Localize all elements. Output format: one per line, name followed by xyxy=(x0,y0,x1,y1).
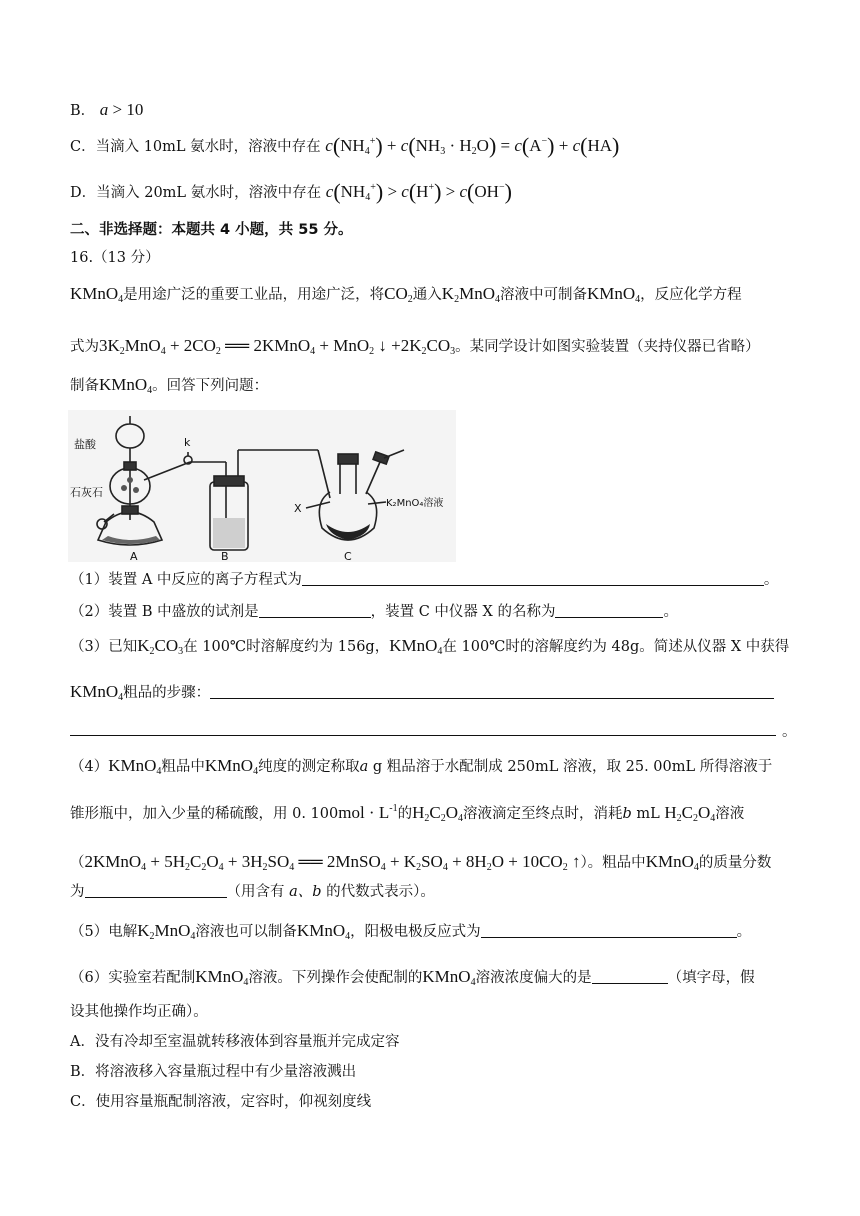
intro-text-1a: 是用途广泛的重要工业品，用途广泛，将 xyxy=(123,287,385,303)
intro-text-3b: 。回答下列问题： xyxy=(152,378,269,394)
intro-line-1 xyxy=(70,284,742,305)
intro-text-1c: 溶液中可制备 xyxy=(499,287,587,303)
part-6-text-b: 溶液。下列操作会使配制的 xyxy=(248,970,423,986)
part-4-text-l: 为 xyxy=(70,884,85,900)
formula-kmno4: KMnO$_4$ xyxy=(70,682,124,703)
part-4-text-m: （用含有 xyxy=(226,884,290,900)
label-apparatus-c: C xyxy=(344,550,352,562)
part-5-text-c: ，阳极电极反应式为 xyxy=(350,924,481,940)
main-reaction-equation: $3K_2MnO_4 + 2CO_2$ ══ 2KMnO$_4$ + MnO$_2$ ↓ $+2K_2CO_3$ xyxy=(99,336,456,357)
part-4-text-g: 溶液滴定至终点时，消耗 xyxy=(462,806,623,822)
option-b xyxy=(70,100,143,121)
part-2-end: 。 xyxy=(663,604,678,620)
part-3-answer-blank[interactable] xyxy=(210,684,774,699)
section-heading: 二、非选择题：本题共 4 小题，共 55 分。 xyxy=(70,222,353,238)
part-3-text-d: 粗品的步骤： xyxy=(123,685,211,701)
part-3-line-2 xyxy=(70,682,774,703)
intro-text-2b: 。某同学设计如图实验装置（夹持仪器已省略） xyxy=(455,339,760,355)
part-3-text-b: 在 100℃时溶解度约为 156g， xyxy=(183,639,390,655)
part-2-reagent-blank[interactable] xyxy=(259,603,371,618)
formula-k2mno4: $K_2MnO_4$ xyxy=(137,921,196,942)
option-d-inequality: $c(NH_4^+) > c(H^+) > c(OH^-)$ xyxy=(325,179,512,204)
part-3-answer-blank-2[interactable] xyxy=(70,735,776,736)
part-4-text-b: 粗品中 xyxy=(161,759,205,775)
variable-a: a xyxy=(359,759,369,775)
part-4-line-4 xyxy=(70,882,435,902)
formula-h2c2o4: $H_2C_2O_4$ xyxy=(412,803,463,824)
label-stopcock-k: k xyxy=(184,436,191,449)
variables-ab: a、b xyxy=(289,884,322,900)
option-c-text: C．当滴入 10mL 氨水时，溶液中存在 xyxy=(70,139,321,155)
part-4-text-d: g 粗品溶于水配制成 250mL 溶液，取 25. 00mL 所得溶液于 xyxy=(368,759,773,775)
part-3-end: 。 xyxy=(782,724,797,740)
unit-text: mol · L xyxy=(338,803,390,822)
part-4-text-k: 的质量分数 xyxy=(698,855,772,871)
intro-text-1d: ，反应化学方程 xyxy=(640,287,742,303)
part-4-text-o: 的代数式表示）。 xyxy=(321,884,435,900)
part-4-text-e: 锥形瓶中，加入少量的稀硫酸，用 0. 100 xyxy=(70,806,339,822)
option-b-expression: a xyxy=(99,100,109,119)
part-4-text-c: 纯度的测定称取 xyxy=(258,759,360,775)
choice-c: C．使用容量瓶配制溶液，定容时，仰视刻度线 xyxy=(70,1094,372,1110)
part-2-text-b: ，装置 C 中仪器 X 的名称为 xyxy=(370,604,556,620)
part-2 xyxy=(70,602,678,622)
titration-equation: 2KMnO$_4$ + $5H_2C_2O_4 + 3H_2SO_4$ ══ 2MnSO$_4$ + $K_2SO_4 + 8H_2O + 10CO_2$ ↑ xyxy=(84,852,581,873)
formula-k2co3: $K_2CO_3$ xyxy=(137,636,184,657)
part-2-instrument-blank[interactable] xyxy=(555,603,663,618)
part-3-line-1 xyxy=(70,636,789,657)
part-1 xyxy=(70,570,778,590)
choice-a: A．没有冷却至室温就转移液体到容量瓶并完成定容 xyxy=(70,1034,400,1050)
apparatus-figure xyxy=(68,410,456,562)
part-5-text-a: （5）电解 xyxy=(70,924,138,940)
part-5-end: 。 xyxy=(736,924,752,940)
label-limestone: 石灰石 xyxy=(70,486,103,499)
formula-k2mno4: $K_2MnO_4$ xyxy=(441,284,500,305)
part-4-line-3 xyxy=(70,852,771,873)
intro-line-2 xyxy=(70,336,760,357)
part-4-text-h: mL xyxy=(631,806,665,822)
part-4-answer-blank[interactable] xyxy=(85,883,227,898)
part-6-text-a: （6）实验室若配制 xyxy=(70,970,196,986)
part-2-text-a: （2）装置 B 中盛放的试剂是 xyxy=(70,604,259,620)
label-apparatus-a: A xyxy=(130,550,138,562)
formula-kmno4: KMnO$_4$ xyxy=(195,967,249,988)
formula-kmno4: KMnO$_4$ xyxy=(422,967,476,988)
part-4-line-2 xyxy=(70,803,744,824)
part-4-line-1 xyxy=(70,756,772,777)
part-1-end: 。 xyxy=(763,572,779,588)
option-c-equation: $c(NH_4^+) + c(NH_3 \cdot H_2O) = c(A^-) + c(HA)$ xyxy=(325,133,620,158)
variable-b: b xyxy=(622,806,632,822)
intro-text-2a: 式为 xyxy=(70,339,99,355)
intro-text-1b: 通入 xyxy=(412,287,442,303)
paren-open: （ xyxy=(70,855,85,871)
part-6-answer-blank[interactable] xyxy=(592,969,668,984)
choice-b: B．将溶液移入容量瓶过程中有少量溶液溅出 xyxy=(70,1064,357,1080)
option-d-text: D．当滴入 20mL 氨水时，溶液中存在 xyxy=(70,185,322,201)
option-b-prefix: B． xyxy=(70,103,96,119)
part-6-line-2: 设其他操作均正确）。 xyxy=(70,1004,208,1020)
label-hydrochloric-acid: 盐酸 xyxy=(74,438,96,451)
part-1-answer-blank[interactable] xyxy=(302,571,764,586)
part-6-line-1 xyxy=(70,967,755,988)
option-d xyxy=(70,179,512,204)
part-4-text-f: 的 xyxy=(397,806,413,822)
part-5-answer-blank[interactable] xyxy=(481,923,737,938)
unit-mol-per-litre: mol · $L^{-1}$ xyxy=(338,803,398,822)
formula-h2c2o4: $H_2C_2O_4$ xyxy=(664,803,716,824)
part-4-text-j: ）。粗品中 xyxy=(580,855,646,871)
label-x: X xyxy=(294,502,302,515)
part-3-text-a: （3）已知 xyxy=(70,639,138,655)
label-k2mno4-solution: K₂MnO₄溶液 xyxy=(386,498,444,509)
intro-text-3a: 制备 xyxy=(70,378,99,394)
part-4-text-a: （4） xyxy=(70,759,109,775)
formula-kmno4: KMnO$_4$ xyxy=(204,756,259,777)
part-6-text-d: （填字母，假 xyxy=(667,970,755,986)
formula-kmno4: KMnO$_4$ xyxy=(70,284,124,305)
formula-kmno4: KMnO$_4$ xyxy=(296,921,351,942)
formula-kmno4: KMnO$_4$ xyxy=(586,284,641,305)
part-3-text-c: 在 100℃时的溶解度约为 48g。简述从仪器 X 中获得 xyxy=(442,639,790,655)
option-c xyxy=(70,133,620,158)
formula-kmno4: KMnO$_4$ xyxy=(389,636,443,657)
intro-line-3 xyxy=(70,375,268,396)
formula-kmno4: KMnO$_4$ xyxy=(645,852,699,873)
part-4-text-i: 溶液 xyxy=(715,806,745,822)
formula-co2: $CO_2$ xyxy=(384,284,413,305)
part-1-text: （1）装置 A 中反应的离子方程式为 xyxy=(70,572,302,588)
formula-kmno4: KMnO$_4$ xyxy=(108,756,162,777)
part-6-text-c: 溶液浓度偏大的是 xyxy=(475,970,592,986)
label-apparatus-b: B xyxy=(221,550,229,562)
part-5-text-b: 溶液也可以制备 xyxy=(195,924,297,940)
formula-kmno4: KMnO$_4$ xyxy=(99,375,153,396)
question-16-header: 16.（13 分） xyxy=(70,250,160,266)
option-b-expression-rest: > 10 xyxy=(108,100,144,119)
part-5 xyxy=(70,921,751,942)
